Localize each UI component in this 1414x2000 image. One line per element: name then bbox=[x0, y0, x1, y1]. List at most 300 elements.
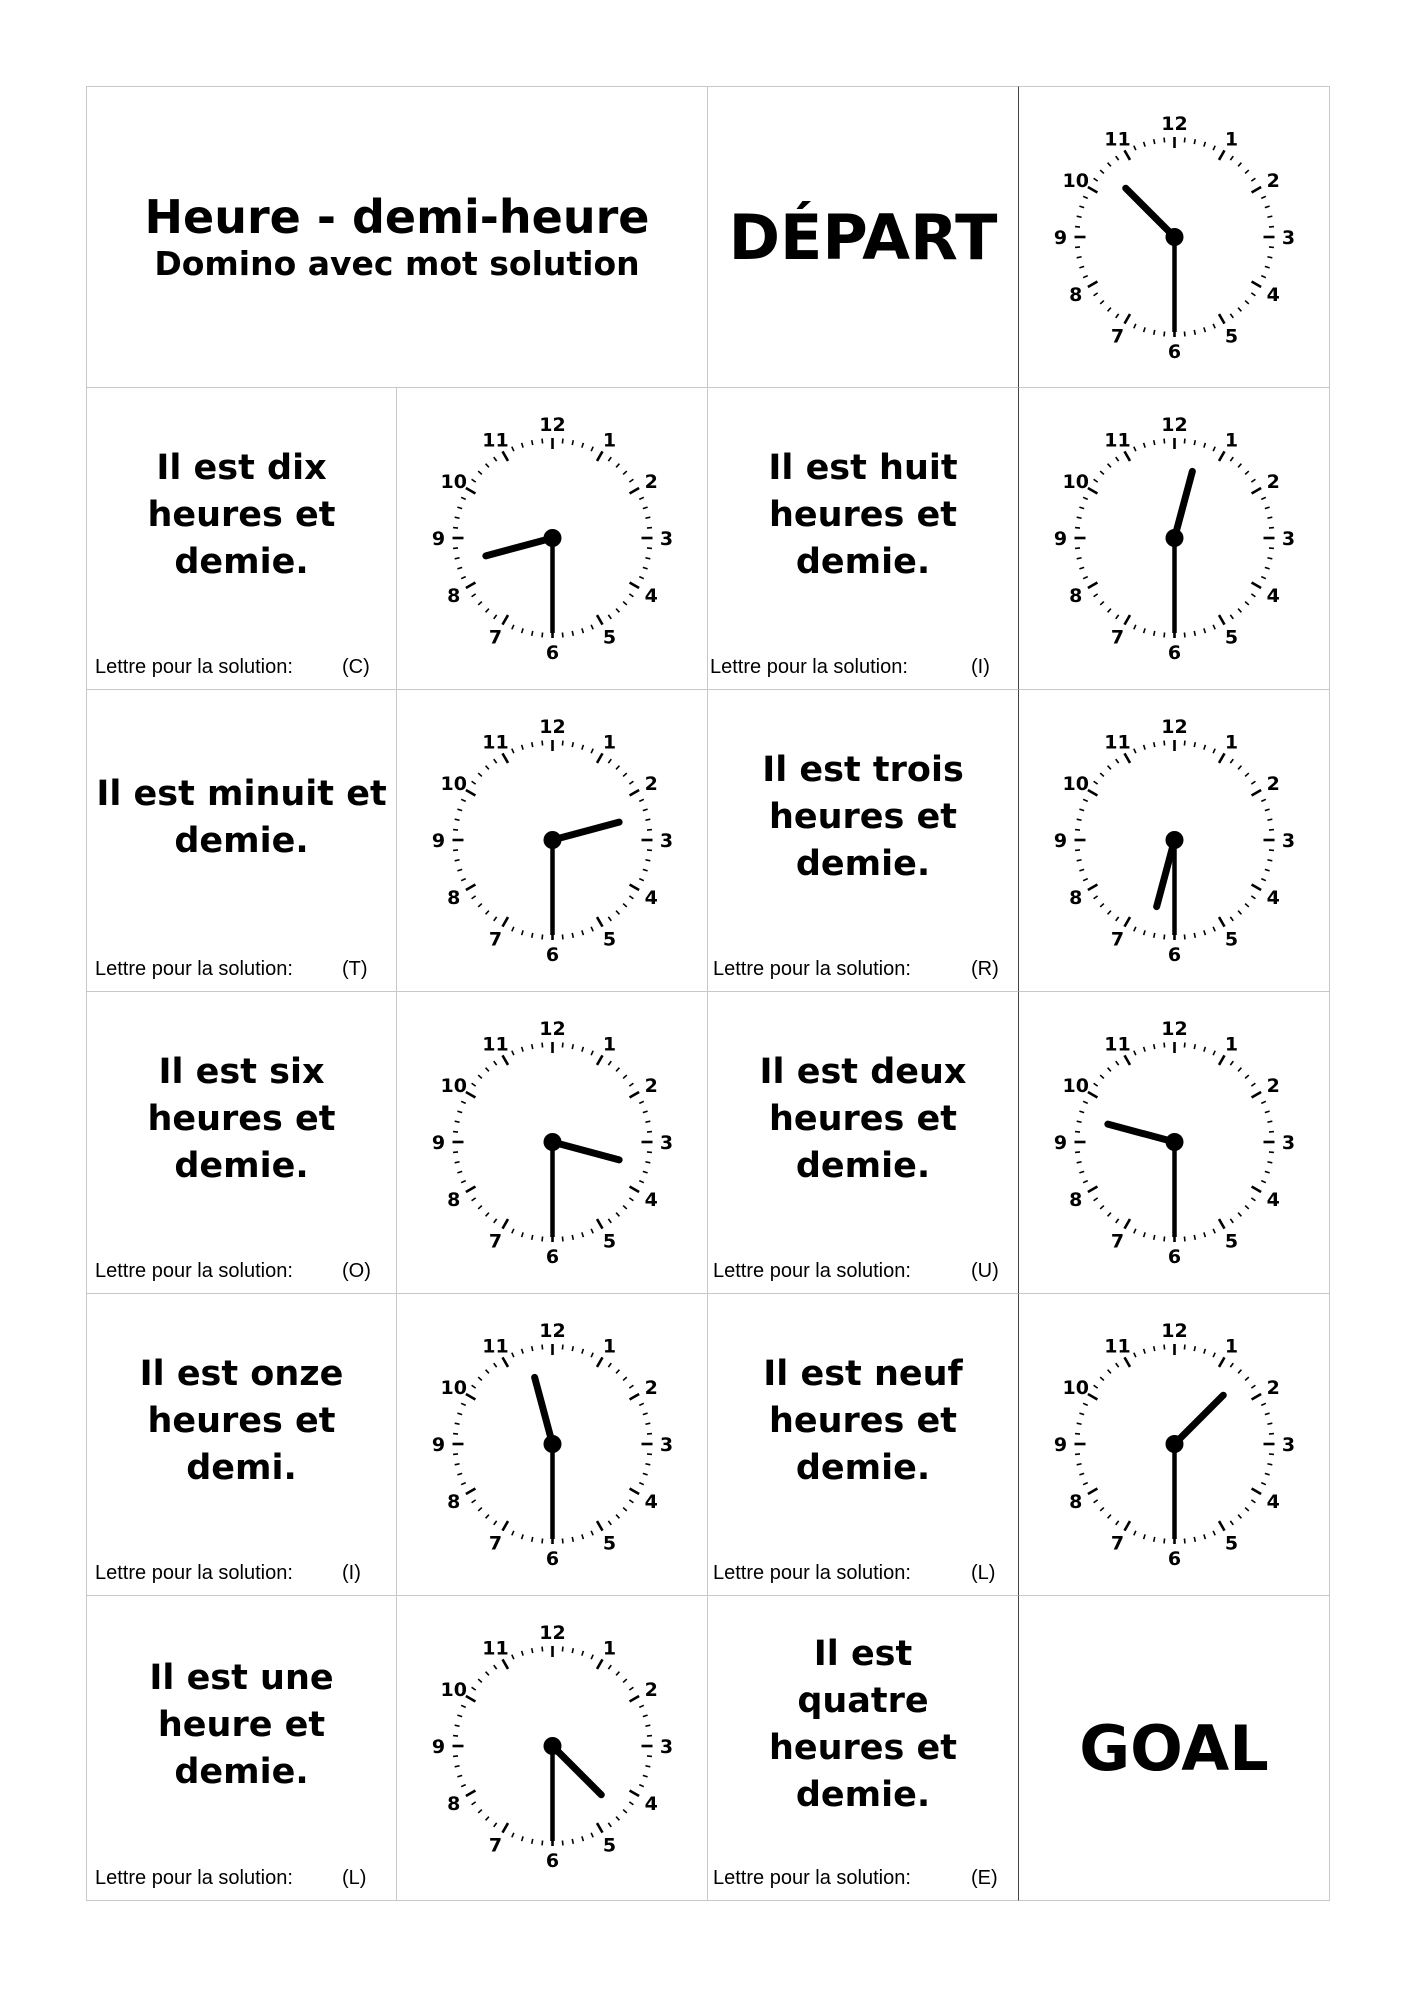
clock-number: 12 bbox=[1161, 113, 1188, 135]
minute-tick bbox=[1164, 439, 1165, 444]
hour-tick bbox=[630, 1394, 640, 1400]
minute-tick bbox=[478, 1679, 482, 1682]
clock-number: 7 bbox=[1110, 325, 1125, 348]
minute-tick bbox=[1251, 178, 1255, 181]
minute-tick bbox=[1184, 934, 1185, 939]
time-phrase: Il est neuf heures et demie. bbox=[763, 1354, 963, 1488]
minute-tick bbox=[1144, 745, 1146, 750]
minute-tick bbox=[1094, 479, 1098, 482]
minute-tick bbox=[1184, 1345, 1185, 1350]
minute-tick bbox=[1154, 631, 1155, 636]
clock-number: 11 bbox=[1104, 429, 1131, 452]
minute-tick bbox=[1077, 860, 1082, 861]
clock-number: 11 bbox=[482, 429, 509, 452]
minute-tick bbox=[1083, 497, 1088, 499]
time-phrase: Il est quatre heures et demie. bbox=[768, 1634, 958, 1815]
minute-tick bbox=[1194, 1346, 1195, 1351]
minute-tick bbox=[1154, 1537, 1155, 1542]
minute-tick bbox=[1213, 447, 1215, 452]
minute-tick bbox=[1134, 324, 1136, 329]
minute-tick bbox=[645, 1464, 650, 1465]
clock-number: 1 bbox=[602, 429, 617, 452]
minute-tick bbox=[1265, 507, 1270, 509]
time-phrase: Il est onze heures et demi. bbox=[139, 1354, 344, 1488]
minute-tick bbox=[1238, 1515, 1241, 1519]
minute-tick bbox=[629, 1500, 633, 1503]
clock-number: 2 bbox=[1266, 1075, 1280, 1097]
hour-tick bbox=[1088, 282, 1098, 288]
solution-letter-label: Lettre pour la solution: bbox=[95, 1562, 293, 1584]
minute-tick bbox=[1251, 781, 1255, 784]
minute-tick bbox=[1077, 1423, 1082, 1424]
minute-tick bbox=[616, 1515, 619, 1519]
minute-tick bbox=[1230, 917, 1233, 921]
minute-tick bbox=[461, 799, 466, 801]
minute-tick bbox=[472, 781, 476, 784]
clock-number: 3 bbox=[1281, 1132, 1296, 1154]
minute-tick bbox=[1213, 1051, 1215, 1056]
minute-tick bbox=[1094, 781, 1098, 784]
minute-tick bbox=[478, 1508, 482, 1511]
clock-card bbox=[397, 1596, 708, 1901]
minute-tick bbox=[542, 439, 543, 444]
solution-letter-row bbox=[713, 1260, 999, 1283]
hour-tick bbox=[466, 1489, 476, 1495]
minute-tick bbox=[643, 809, 648, 811]
hour-tick bbox=[503, 1521, 509, 1531]
minute-tick bbox=[1194, 631, 1195, 636]
hour-tick bbox=[630, 1187, 640, 1193]
clock-number: 2 bbox=[644, 773, 658, 795]
minute-tick bbox=[608, 615, 611, 619]
clock-number: 9 bbox=[1053, 227, 1068, 249]
clock-number: 8 bbox=[1069, 1491, 1083, 1513]
minute-tick bbox=[1251, 1083, 1255, 1086]
minute-tick bbox=[572, 631, 573, 636]
minute-tick bbox=[591, 1051, 593, 1056]
clock-number: 11 bbox=[482, 731, 509, 754]
solution-letter: (I) bbox=[342, 1562, 361, 1584]
hour-tick bbox=[503, 451, 509, 461]
minute-tick bbox=[494, 615, 497, 619]
minute-tick bbox=[1184, 331, 1185, 336]
minute-tick bbox=[1075, 528, 1080, 529]
clock-number: 5 bbox=[602, 1834, 617, 1857]
minute-tick bbox=[457, 1715, 462, 1717]
minute-tick bbox=[472, 1802, 476, 1805]
hour-tick bbox=[1252, 187, 1262, 193]
minute-tick bbox=[1134, 1353, 1136, 1358]
minute-tick bbox=[1108, 911, 1111, 915]
minute-tick bbox=[1077, 558, 1082, 559]
minute-tick bbox=[1108, 308, 1111, 312]
minute-tick bbox=[478, 471, 482, 474]
minute-tick bbox=[1100, 1206, 1104, 1209]
minute-tick bbox=[623, 1206, 627, 1209]
minute-tick bbox=[1194, 440, 1195, 445]
clock-number: 9 bbox=[1053, 1132, 1068, 1154]
minute-tick bbox=[572, 1648, 573, 1653]
minute-tick bbox=[616, 911, 619, 915]
minute-tick bbox=[1230, 457, 1233, 461]
minute-tick bbox=[494, 1665, 497, 1669]
minute-tick bbox=[1245, 170, 1249, 173]
minute-tick bbox=[486, 1213, 489, 1217]
minute-tick bbox=[457, 1775, 462, 1777]
hour-tick bbox=[630, 1791, 640, 1797]
minute-tick bbox=[1108, 1213, 1111, 1217]
minute-tick bbox=[1265, 206, 1270, 208]
minute-tick bbox=[647, 1132, 652, 1133]
minute-tick bbox=[562, 1236, 563, 1241]
minute-tick bbox=[1204, 745, 1206, 750]
minute-tick bbox=[542, 632, 543, 637]
minute-tick bbox=[639, 1705, 644, 1707]
minute-tick bbox=[1075, 1132, 1080, 1133]
minute-tick bbox=[582, 1836, 584, 1841]
minute-tick bbox=[1251, 479, 1255, 482]
minute-tick bbox=[572, 742, 573, 747]
minute-tick bbox=[455, 1423, 460, 1424]
solution-letter-row bbox=[95, 958, 368, 981]
minute-tick bbox=[1083, 1101, 1088, 1103]
clock-number: 5 bbox=[1224, 325, 1239, 348]
minute-tick bbox=[591, 1353, 593, 1358]
clock-number: 12 bbox=[539, 1018, 566, 1040]
hour-tick bbox=[630, 1696, 640, 1702]
minute-tick bbox=[1267, 517, 1272, 518]
hour-tick bbox=[1125, 917, 1131, 927]
clock-number: 11 bbox=[1104, 1033, 1131, 1056]
clock-number: 9 bbox=[1053, 528, 1068, 550]
minute-tick bbox=[472, 479, 476, 482]
minute-tick bbox=[1100, 904, 1104, 907]
hour-tick bbox=[1219, 314, 1225, 324]
minute-tick bbox=[1265, 1111, 1270, 1113]
hour-tick bbox=[503, 615, 509, 625]
minute-tick bbox=[1204, 1232, 1206, 1237]
minute-tick bbox=[1269, 227, 1274, 228]
hour-tick bbox=[1088, 583, 1098, 589]
minute-tick bbox=[1230, 1219, 1233, 1223]
minute-tick bbox=[1134, 749, 1136, 754]
minute-tick bbox=[1077, 216, 1082, 217]
minute-tick bbox=[562, 741, 563, 746]
minute-tick bbox=[562, 1647, 563, 1652]
clock-face-icon bbox=[397, 1596, 708, 1898]
minute-tick bbox=[1100, 602, 1104, 605]
minute-tick bbox=[1108, 766, 1111, 770]
clock-number: 1 bbox=[1224, 429, 1239, 452]
minute-tick bbox=[512, 447, 514, 452]
clock-number: 4 bbox=[1266, 284, 1280, 306]
minute-tick bbox=[1265, 567, 1270, 569]
minute-tick bbox=[478, 1810, 482, 1813]
clock-number: 5 bbox=[602, 1230, 617, 1253]
minute-tick bbox=[494, 917, 497, 921]
minute-tick bbox=[542, 1043, 543, 1048]
minute-tick bbox=[645, 860, 650, 861]
hour-tick bbox=[503, 753, 509, 763]
hour-tick bbox=[1219, 1219, 1225, 1229]
minute-tick bbox=[494, 1061, 497, 1065]
minute-tick bbox=[1184, 741, 1185, 746]
minute-tick bbox=[623, 1679, 627, 1682]
minute-tick bbox=[1261, 577, 1266, 579]
minute-tick bbox=[1261, 879, 1266, 881]
minute-tick bbox=[608, 1521, 611, 1525]
clock-number: 11 bbox=[482, 1637, 509, 1660]
clock-center bbox=[1166, 831, 1184, 849]
minute-tick bbox=[647, 1736, 652, 1737]
time-phrase: Il est six heures et demie. bbox=[147, 1052, 336, 1186]
clock-center bbox=[1166, 1435, 1184, 1453]
solution-letter-label: Lettre pour la solution: bbox=[713, 1867, 911, 1889]
minute-tick bbox=[1144, 1232, 1146, 1237]
time-phrase: Il est huit heures et demie. bbox=[768, 448, 958, 582]
minute-tick bbox=[486, 609, 489, 613]
minute-tick bbox=[1194, 742, 1195, 747]
phrase-card bbox=[86, 388, 397, 690]
minute-tick bbox=[1204, 142, 1206, 147]
minute-tick bbox=[1134, 1051, 1136, 1056]
hour-tick bbox=[630, 1489, 640, 1495]
clock-number: 8 bbox=[447, 1793, 461, 1815]
minute-tick bbox=[1094, 594, 1098, 597]
minute-tick bbox=[1144, 1534, 1146, 1539]
minute-tick bbox=[629, 594, 633, 597]
minute-tick bbox=[1100, 301, 1104, 304]
minute-tick bbox=[1213, 1531, 1215, 1536]
minute-tick bbox=[1261, 276, 1266, 278]
clock-number: 9 bbox=[1053, 1434, 1068, 1456]
minute-tick bbox=[647, 1434, 652, 1435]
minute-tick bbox=[1083, 799, 1088, 801]
minute-tick bbox=[1204, 1534, 1206, 1539]
minute-tick bbox=[1267, 860, 1272, 861]
minute-tick bbox=[1230, 1363, 1233, 1367]
minute-tick bbox=[478, 1075, 482, 1078]
minute-tick bbox=[512, 625, 514, 630]
solution-letter: (L) bbox=[342, 1867, 367, 1889]
hour-tick bbox=[466, 1187, 476, 1193]
minute-tick bbox=[1134, 447, 1136, 452]
clock-number: 10 bbox=[440, 773, 467, 795]
hour-tick bbox=[1125, 1055, 1131, 1065]
minute-tick bbox=[582, 1349, 584, 1354]
minute-tick bbox=[1245, 602, 1249, 605]
minute-tick bbox=[616, 1817, 619, 1821]
minute-tick bbox=[643, 1111, 648, 1113]
clock-number: 6 bbox=[1167, 341, 1182, 363]
minute-tick bbox=[1134, 1229, 1136, 1234]
minute-tick bbox=[1094, 1385, 1098, 1388]
minute-tick bbox=[1261, 497, 1266, 499]
minute-tick bbox=[512, 1833, 514, 1838]
hour-tick bbox=[597, 1659, 603, 1669]
minute-tick bbox=[455, 860, 460, 861]
minute-tick bbox=[486, 766, 489, 770]
minute-tick bbox=[512, 1531, 514, 1536]
hour-tick bbox=[597, 1219, 603, 1229]
minute-tick bbox=[455, 1162, 460, 1163]
minute-tick bbox=[608, 1363, 611, 1367]
clock-number: 9 bbox=[431, 1736, 446, 1758]
minute-tick bbox=[1194, 1044, 1195, 1049]
clock-card bbox=[1019, 690, 1330, 992]
minute-tick bbox=[1116, 1363, 1119, 1367]
solution-letter-row bbox=[95, 1867, 366, 1890]
minute-tick bbox=[532, 1537, 533, 1542]
phrase-card bbox=[708, 388, 1019, 690]
hour-tick bbox=[466, 583, 476, 589]
clock-number: 9 bbox=[431, 528, 446, 550]
minute-tick bbox=[1108, 609, 1111, 613]
minute-tick bbox=[1184, 1236, 1185, 1241]
minute-tick bbox=[643, 1171, 648, 1173]
minute-tick bbox=[532, 1044, 533, 1049]
minute-tick bbox=[582, 1651, 584, 1656]
clock-number: 4 bbox=[644, 1189, 658, 1211]
clock-number: 11 bbox=[482, 1033, 509, 1056]
minute-tick bbox=[472, 1083, 476, 1086]
clock-number: 5 bbox=[602, 928, 617, 951]
minute-tick bbox=[1083, 1403, 1088, 1405]
minute-tick bbox=[1079, 1111, 1084, 1113]
minute-tick bbox=[455, 1464, 460, 1465]
minute-tick bbox=[1116, 917, 1119, 921]
minute-tick bbox=[457, 567, 462, 569]
clock-number: 10 bbox=[1062, 773, 1089, 795]
hour-tick bbox=[1219, 615, 1225, 625]
clock-number: 7 bbox=[488, 1532, 503, 1555]
minute-tick bbox=[608, 759, 611, 763]
minute-tick bbox=[512, 1229, 514, 1234]
minute-tick bbox=[1267, 1162, 1272, 1163]
minute-tick bbox=[494, 1521, 497, 1525]
minute-tick bbox=[1108, 1370, 1111, 1374]
minute-tick bbox=[512, 927, 514, 932]
minute-tick bbox=[1075, 1152, 1080, 1153]
minute-tick bbox=[1269, 830, 1274, 831]
phrase-card bbox=[86, 690, 397, 992]
minute-tick bbox=[616, 609, 619, 613]
minute-tick bbox=[1230, 759, 1233, 763]
hour-tick bbox=[630, 583, 640, 589]
minute-tick bbox=[608, 457, 611, 461]
minute-tick bbox=[629, 1802, 633, 1805]
clock-number: 8 bbox=[1069, 585, 1083, 607]
minute-tick bbox=[1083, 1181, 1088, 1183]
minute-tick bbox=[455, 558, 460, 559]
clock-number: 1 bbox=[1224, 1033, 1239, 1056]
minute-tick bbox=[1075, 247, 1080, 248]
hour-tick bbox=[1252, 583, 1262, 589]
clock-number: 4 bbox=[644, 887, 658, 909]
clock-number: 6 bbox=[545, 944, 560, 966]
minute-tick bbox=[1204, 1047, 1206, 1052]
minute-tick bbox=[629, 1385, 633, 1388]
minute-tick bbox=[591, 1833, 593, 1838]
solution-letter: (U) bbox=[971, 1260, 999, 1282]
clock-number: 12 bbox=[539, 1320, 566, 1342]
minute-tick bbox=[647, 528, 652, 529]
clock-face-icon bbox=[397, 690, 708, 992]
clock-center bbox=[544, 1737, 562, 1755]
minute-tick bbox=[453, 850, 458, 851]
minute-tick bbox=[1245, 1075, 1249, 1078]
minute-tick bbox=[532, 1346, 533, 1351]
minute-tick bbox=[542, 741, 543, 746]
hour-tick bbox=[1125, 753, 1131, 763]
minute-tick bbox=[522, 443, 524, 448]
clock-number: 1 bbox=[602, 1033, 617, 1056]
minute-tick bbox=[1238, 766, 1241, 770]
minute-tick bbox=[639, 1101, 644, 1103]
minute-tick bbox=[1079, 206, 1084, 208]
hour-tick bbox=[597, 1357, 603, 1367]
minute-tick bbox=[582, 1047, 584, 1052]
minute-tick bbox=[1083, 196, 1088, 198]
clock-center bbox=[544, 529, 562, 547]
minute-tick bbox=[629, 1083, 633, 1086]
clock-number: 6 bbox=[1167, 642, 1182, 664]
hour-tick bbox=[1125, 314, 1131, 324]
minute-tick bbox=[1251, 896, 1255, 899]
minute-tick bbox=[1144, 1349, 1146, 1354]
hour-hand bbox=[1175, 1395, 1224, 1444]
clock-number: 7 bbox=[1110, 1532, 1125, 1555]
minute-tick bbox=[572, 1537, 573, 1542]
minute-tick bbox=[512, 1051, 514, 1056]
hour-tick bbox=[466, 1092, 476, 1098]
clock-number: 3 bbox=[659, 830, 674, 852]
minute-tick bbox=[591, 1229, 593, 1234]
minute-tick bbox=[1184, 439, 1185, 444]
minute-tick bbox=[1094, 1083, 1098, 1086]
minute-tick bbox=[1269, 1434, 1274, 1435]
minute-tick bbox=[1194, 330, 1195, 335]
domino-sheet bbox=[86, 86, 1330, 1901]
minute-tick bbox=[1164, 1236, 1165, 1241]
clock-number: 4 bbox=[1266, 585, 1280, 607]
phrase-card bbox=[86, 992, 397, 1294]
minute-tick bbox=[522, 1047, 524, 1052]
minute-tick bbox=[453, 830, 458, 831]
hour-hand bbox=[1108, 1124, 1175, 1142]
minute-tick bbox=[647, 1756, 652, 1757]
minute-tick bbox=[572, 1044, 573, 1049]
minute-tick bbox=[1204, 1349, 1206, 1354]
minute-tick bbox=[453, 1756, 458, 1757]
minute-tick bbox=[1269, 548, 1274, 549]
minute-tick bbox=[1269, 247, 1274, 248]
minute-tick bbox=[457, 507, 462, 509]
minute-tick bbox=[486, 464, 489, 468]
clock-card bbox=[1019, 992, 1330, 1294]
minute-tick bbox=[461, 1181, 466, 1183]
minute-tick bbox=[1245, 1206, 1249, 1209]
minute-tick bbox=[1079, 1473, 1084, 1475]
minute-tick bbox=[478, 773, 482, 776]
minute-tick bbox=[1154, 1044, 1155, 1049]
clock-card bbox=[397, 992, 708, 1294]
minute-tick bbox=[455, 1725, 460, 1726]
minute-tick bbox=[1261, 1403, 1266, 1405]
minute-tick bbox=[1144, 327, 1146, 332]
minute-tick bbox=[1094, 1500, 1098, 1503]
clock-number: 5 bbox=[1224, 928, 1239, 951]
